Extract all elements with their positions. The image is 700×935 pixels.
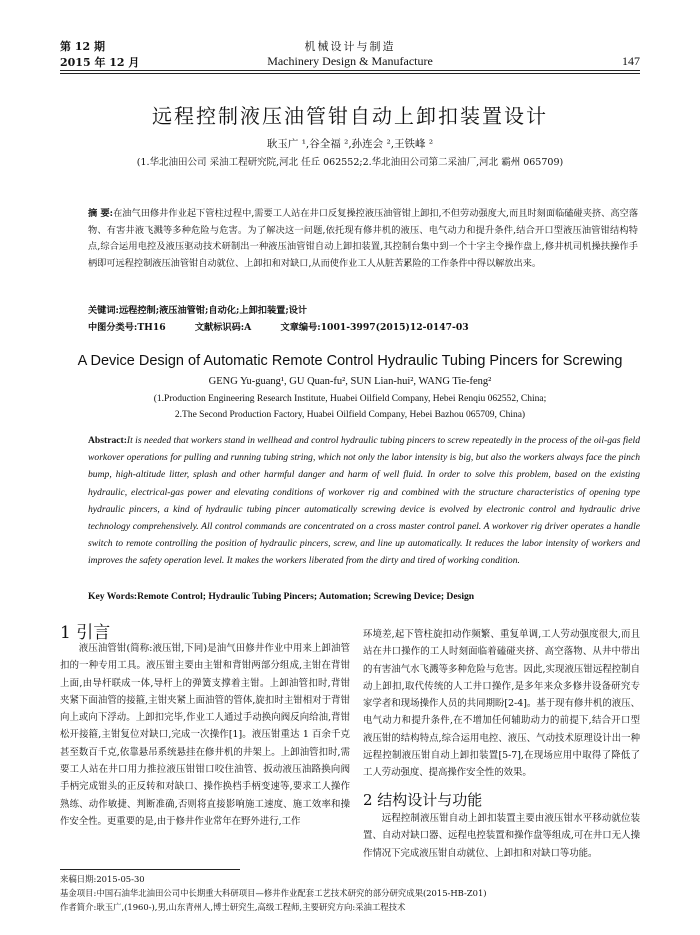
authors: 耿玉广 ¹,谷全福 ²,孙连会 ²,王铁峰 ² bbox=[266, 138, 434, 150]
abstract-cn-text: 在油气田修井作业起下管柱过程中,需要工人站在井口反复操控液压油管钳上卸扣,不但劳动强度大,而且时刻面临磕碰夹挤、高空落物、有害井液飞溅等多种危险与危害。为了解决这一问题,依托现有修井机的液压、电气动力和提升条件,结合开口型液压油管钳结构特点,综合运用电控及液压驱动技术研制出一种液压油管钳自动上卸扣装置,其控制台集中到一个十字主令操作盘上,修井机司机操扶操作手柄即可远程控制液压油管钳自动就位、上卸扣和对缺口,从而使作业工人从脏苦累险的工作条件中得以解放出来。 bbox=[88, 208, 639, 269]
footnote-fund: 基金项目:中国石油华北油田公司中长期重大科研项目—修井作业配套工艺技术研究的部分研究成果(2015-HB-Z01) bbox=[60, 888, 487, 898]
page-number: 147 bbox=[622, 54, 640, 68]
issue-label: 第 12 期 bbox=[60, 40, 105, 53]
footnote-author: 作者简介:耿玉广,(1960-),男,山东青州人,博士研究生,高级工程师,主要研究方向:采油工程技术 bbox=[60, 902, 406, 912]
article-no: 文章编号:1001-3997(2015)12-0147-03 bbox=[280, 322, 469, 333]
affiliation-en-2: 2.The Second Production Factory, Huabei Oilfield Company, Hebei Bazhou 065709, China) bbox=[174, 410, 526, 420]
date-label: 2015 年 12 月 bbox=[60, 56, 140, 69]
page-title: 远程控制液压油管钳自动上卸扣装置设计 bbox=[152, 104, 548, 128]
section-1-title: 1 引言 bbox=[60, 623, 111, 643]
title-en: A Device Design of Automatic Remote Control Hydraulic Tubing Pincers for Screwing bbox=[77, 353, 623, 369]
abstract-en-label: Abstract: bbox=[88, 435, 127, 446]
section-1-text: 液压油管钳(简称:液压钳,下同)是油气田修井作业中用来上卸油管扣的一种专用工具。液压钳主要由主钳和背钳两部分组成,主钳在背钳上面,由导杆联成一体,导杆上的弹簧支撑着主钳。上卸油管扣时,背钳夹紧下面油管的接箍,主钳夹紧上面油管的管体,旋扣时主钳相对于背钳向上或向下浮动。上卸扣完毕,作业工人通过手动换向阀反向给油,背钳松开接箍,主钳复位对缺口,完成一次操作[1]。液压钳重达 1 百余千克甚至数百千克,依靠悬吊系统悬挂在修井机的井架上。上卸油管扣时,需要工人站在井口用力推拉液压钳钳口咬住油管、扳动液压油路换向阀手柄完成钳头的正反转和对缺口、操作换档手柄变速等,要求工人操作熟练、动作敏捷、判断准确,否则将直接影响施工速度、施工效率和操作安全性。更重要的是,由于修井作业常年在野外进行,工作 bbox=[60, 643, 350, 827]
keywords-cn: 关键词:远程控制;液压油管钳;自动化;上卸扣装置;设计 bbox=[88, 305, 308, 316]
class-no: 中图分类号:TH16 bbox=[88, 322, 166, 333]
keywords-en: Key Words:Remote Control; Hydraulic Tubing Pincers; Automation; Screwing Device; Design bbox=[88, 591, 475, 602]
abstract-cn-label: 摘 要: bbox=[88, 208, 114, 219]
abstract-en-text: It is needed that workers stand in wellhead and control hydraulic tubing pincers to screw repeatedly in the process of the oil-gas field workover operations for pulling and running tubing string, which not only the labor intensity is big, but also the workers always face the pinch bump, high-altitude litter, splash and other harmful danger and harm of well fluid. In order to solve this problem, based on the existing hydraulic, electrical-gas power and elevating conditions of workover rig and combined with the structure characteristics of opening type hydraulic pincers, a kind of hydraulic tubing pincer automatically screwing device is evolved by electronic control and hydraulic drive technology comprehensively. All control commands are concentrated on a cross master control panel. A workover rig driver operates a handle switch to remote controlling the position of hydraulic pincers, screw, and line up automatically. It reduces the labor intensity of workers and improves the safety operation level. It makes the workers liberated from the dirty and tired of working condition. bbox=[88, 435, 640, 567]
column-2-text: 环境差,起下管柱旋扣动作频繁、重复单调,工人劳动强度很大,而且站在井口操作的工人时刻面临着磕碰夹挤、高空落物、从井中带出的有害油气水飞溅等多种危险与危害。因此,实现液压钳远程控制自动上卸扣,取代传统的人工井口操作,是多年来众多修井设备研究专家学者和现场操作人员的共同期盼[2-4]。基于现有修井机的液压、电气动力和提升条件,在不增加任何辅助动力的前提下,结合开口型液压钳的结构特点,综合运用电控、液压、气动技术原理设计出一种远程控制液压钳自动上卸扣装置[5-7],在现场应用中取得了降低了工人劳动强度、提高操作安全性的效果。 bbox=[363, 629, 640, 779]
footnote-rule bbox=[60, 869, 240, 870]
footnote-received: 来稿日期:2015-05-30 bbox=[60, 874, 145, 884]
section-2-title: 2 结构设计与功能 bbox=[363, 791, 483, 809]
authors-en: GENG Yu-guang¹, GU Quan-fu², SUN Lian-hui², WANG Tie-feng² bbox=[208, 376, 492, 387]
classification-line bbox=[88, 319, 648, 333]
affiliation-en-1: (1.Production Engineering Research Institute, Huabei Oilfield Company, Hebei Renqiu 062552, China; bbox=[153, 394, 547, 404]
doc-code: 文献标识码:A bbox=[194, 322, 252, 333]
abstract-en bbox=[88, 432, 640, 570]
journal-en: Machinery Design & Manufacture bbox=[267, 54, 433, 68]
header-rule bbox=[60, 70, 640, 71]
header-rule-2 bbox=[60, 73, 640, 74]
journal-cn: 机械设计与制造 bbox=[304, 40, 396, 53]
abstract-cn bbox=[88, 206, 638, 272]
section-2-text: 远程控制液压钳自动上卸扣装置主要由液压钳水平移动就位装置、自动对缺口器、远程电控装置和操作盘等组成,可在井口无人操作情况下完成液压钳自动就位、上卸扣和对缺口等功能。 bbox=[363, 813, 640, 859]
affiliation: (1.华北油田公司 采油工程研究院,河北 任丘 062552;2.华北油田公司第二采油厂,河北 霸州 065709) bbox=[136, 157, 564, 168]
